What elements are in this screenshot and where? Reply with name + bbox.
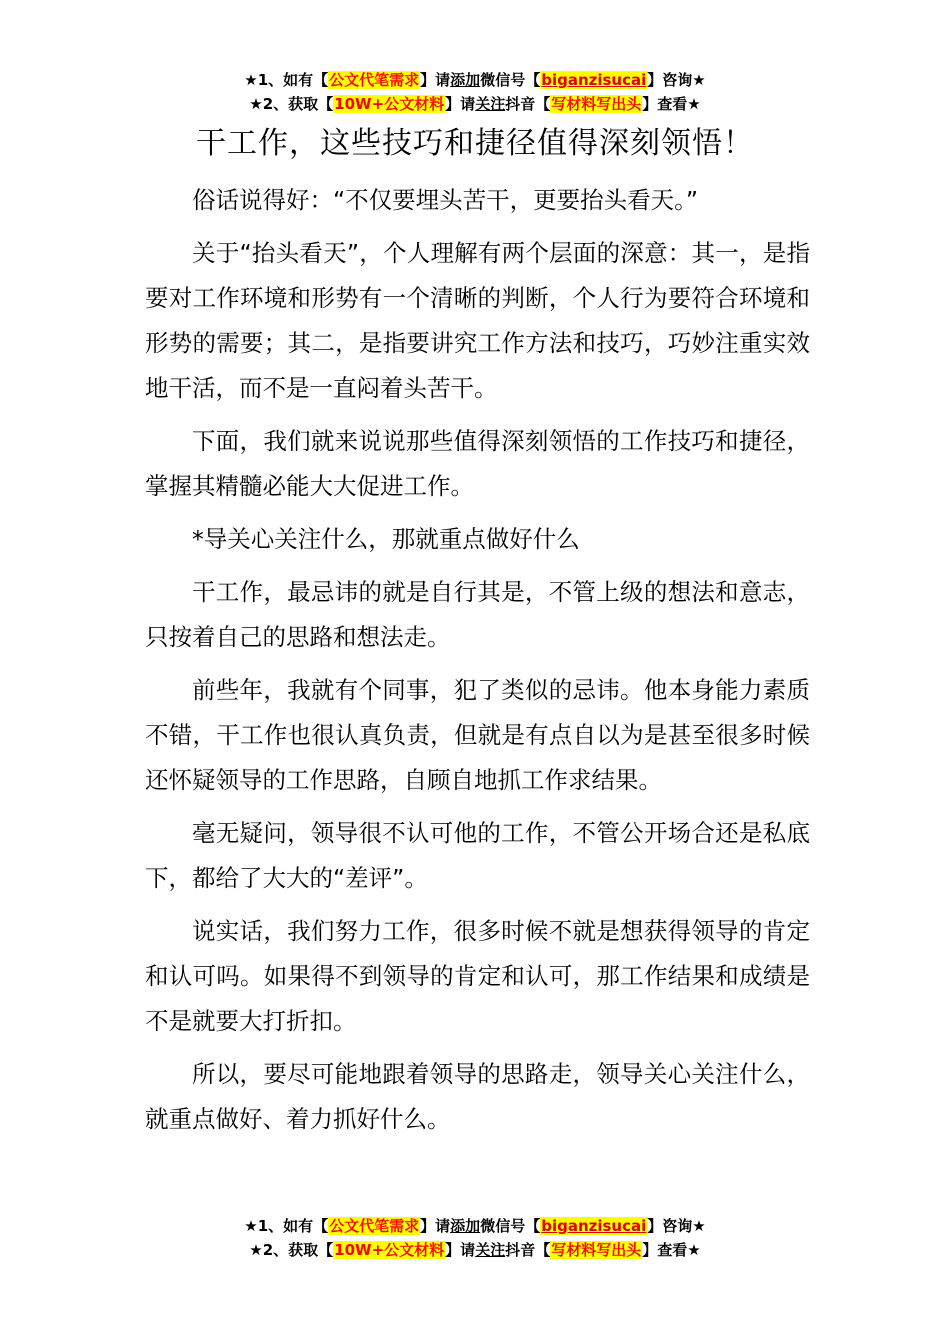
document-body [145, 178, 810, 1150]
promo-highlight: 10W+公文材料 [334, 95, 445, 113]
promo-text: 微信号【 [480, 1217, 541, 1235]
promo-text: 】咨询 [647, 1217, 693, 1235]
star-icon: ★ [249, 95, 263, 113]
promo-line-1 [0, 1214, 950, 1238]
promo-line-2 [0, 92, 950, 116]
paragraph: 所以，要尽可能地跟着领导的思路走，领导关心关注什么，就重点做好、着力抓好什么。 [145, 1060, 810, 1133]
promo-text: 】咨询 [647, 71, 693, 89]
promo-text: 2、获取【 [262, 1241, 334, 1259]
promo-text: 1、如有【 [257, 71, 329, 89]
promo-text: 抖音【 [505, 95, 551, 113]
promo-highlight: 公文代笔需求 [329, 1217, 420, 1235]
star-icon: ★ [687, 1241, 701, 1259]
top-promo-banner [0, 68, 950, 116]
promo-line-1 [0, 68, 950, 92]
promo-text: 】请 [420, 1217, 451, 1235]
promo-text: 】请 [420, 71, 451, 89]
paragraph: 关于“抬头看天”，个人理解有两个层面的深意：其一，是指要对工作环境和形势有一个清晰的判断，个人行为要符合环境和形势的需要；其二，是指要讲究工作方法和技巧，巧妙注重实效地干活，而不是一直闷着头苦干。 [145, 239, 810, 402]
promo-highlight: 写材料写出头 [551, 1241, 642, 1259]
promo-line-2 [0, 1238, 950, 1262]
promo-text: 】查看 [642, 1241, 688, 1259]
promo-text: 】查看 [642, 95, 688, 113]
star-icon: ★ [692, 71, 706, 89]
promo-highlight: 公文代笔需求 [329, 71, 420, 89]
star-icon: ★ [244, 71, 258, 89]
promo-text: 】请 [445, 1241, 476, 1259]
promo-underline-text: 添加 [450, 1217, 481, 1235]
promo-text: 微信号【 [480, 71, 541, 89]
section-heading: *导关心关注什么，那就重点做好什么 [192, 525, 580, 553]
wechat-id-link[interactable]: biganzisucai [541, 71, 647, 89]
document-title: 干工作，这些技巧和捷径值得深刻领悟！ [196, 126, 754, 161]
bottom-promo-banner [0, 1214, 950, 1262]
star-icon: ★ [249, 1241, 263, 1259]
promo-text: 2、获取【 [262, 95, 334, 113]
star-icon: ★ [244, 1217, 258, 1235]
paragraph: 说实话，我们努力工作，很多时候不就是想获得领导的肯定和认可吗。如果得不到领导的肯定和认可，那工作结果和成绩是不是就要大打折扣。 [145, 917, 810, 1035]
star-icon: ★ [687, 95, 701, 113]
promo-highlight: 写材料写出头 [551, 95, 642, 113]
promo-text: 】请 [445, 95, 476, 113]
promo-highlight: 10W+公文材料 [334, 1241, 445, 1259]
wechat-id-link[interactable]: biganzisucai [541, 1217, 647, 1235]
paragraph: 毫无疑问，领导很不认可他的工作，不管公开场合还是私底下，都给了大大的“差评”。 [145, 819, 810, 892]
promo-underline-text: 添加 [450, 71, 481, 89]
paragraph: 俗话说得好：“不仅要埋头苦干，更要抬头看天。” [192, 186, 699, 214]
promo-underline-text: 关注 [475, 1241, 506, 1259]
promo-text: 抖音【 [505, 1241, 551, 1259]
star-icon: ★ [692, 1217, 706, 1235]
promo-text: 1、如有【 [257, 1217, 329, 1235]
paragraph: 下面，我们就来说说那些值得深刻领悟的工作技巧和捷径，掌握其精髓必能大大促进工作。 [145, 427, 810, 500]
paragraph: 干工作，最忌讳的就是自行其是，不管上级的想法和意志，只按着自己的思路和想法走。 [145, 578, 810, 651]
paragraph: 前些年，我就有个同事，犯了类似的忌讳。他本身能力素质不错，干工作也很认真负责，但就是有点自以为是甚至很多时候还怀疑领导的工作思路，自顾自地抓工作求结果。 [145, 676, 810, 794]
promo-underline-text: 关注 [475, 95, 506, 113]
